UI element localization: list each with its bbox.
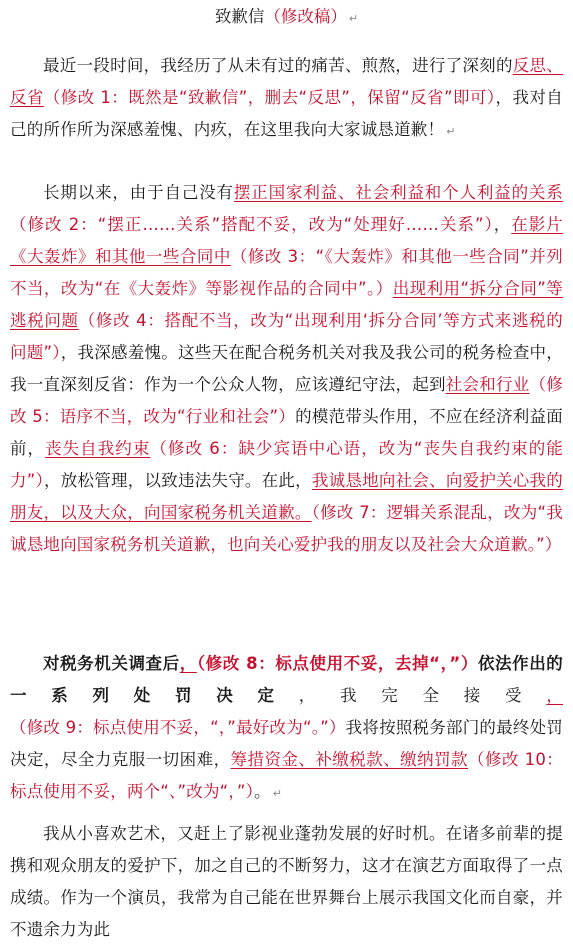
p2-underlined-6: 我诚恳地向社会、向爱护关心我的朋友，以及大众，向国家税务机关道歉。 [10,471,563,522]
p2-underlined-1: 摆正国家利益、社会利益和个人利益的关系 [233,183,563,202]
document-title [0,6,573,30]
paragraph-2 [10,177,563,561]
paragraph-4 [10,818,563,946]
p2-revision-1: （修改 2：“摆正……关系”搭配不妥，改为“处理好……关系”） [10,215,494,234]
return-mark-icon: ↵ [446,125,456,138]
p1-underlined-1: 反思、反省 [10,56,563,107]
p2-revision-3: （修改 4：搭配不当，改为“出现利用‘拆分合同’等方式来逃税的问题”） [10,311,563,362]
paragraph-1 [10,50,563,148]
p2-text-1: 长期以来，由于自己没有 [43,183,234,202]
p1-text-1: 最近一段时间，我经历了从未有过的痛苦、煎熬，进行了深刻的 [43,56,513,75]
p2-text-3: ，我深感羞愧。这些天在配合税务机关对我及我公司的税务检查中，我一直深刻反省：作为一个公众人物，应该遵纪守法，起到 [10,343,564,394]
p2-underlined-5: 丧失自我约束 [45,439,151,458]
return-mark-icon: ↵ [348,12,359,25]
return-mark-icon: ↵ [272,787,283,800]
p1-revision-1: （修改 1：既然是“致歉信”，删去“反思”，保留“反省”即可） [43,88,496,107]
p2-underlined-3: 出现利用“拆分合同”等逃税问题 [10,279,563,330]
p3-revision-1: （修改 8：标点使用不妥，去掉“，”） [196,654,478,673]
p3-underlined-2: ， [546,686,564,705]
title-revision-note: （修改稿） [264,7,347,26]
p4-text-1: 我从小喜欢艺术，又赶上了影视业蓬勃发展的好时机。在诸多前辈的提携和观众朋友的爱护下，加之自己的不断努力，这才在演艺方面取得了一点成绩。作为一个演员，我常为自己能在世界舞台上展示我国文化而自豪，并不遗余力为此 [10,824,563,939]
p2-revision-2: （修改 3：“《大轰炸》和其他一些合同”并列不当，改为“在《大轰炸》等影视作品的合同中”。） [10,247,563,298]
p2-underlined-4: 社会和行业 [445,375,530,394]
p3-text-2: 我将按照税务部门的最终处罚决定，尽全力克服一切困难， [10,718,563,769]
p3-underlined-3: 筹措资金、补缴税款、缴纳罚款 [230,750,469,769]
p3-bold-1: 对税务机关调查后 [43,654,180,673]
p3-bold-2: 依法作出的一系列处罚决定 [10,654,563,705]
title-text: 致歉信 [214,7,265,26]
p3-text-1: ，我完全接受 [298,686,547,705]
p2-revision-6: （修改 7：逻辑关系混乱，改为“我诚恳地向国家税务机关道歉，也向关心爱护我的朋友以及社会大众道歉。”） [10,503,563,554]
p2-revision-5: （修改 6：缺少宾语中心语，改为“丧失自我约束的能力”） [10,439,563,490]
p2-text-5: ，放松管理，以致违法失守。在此， [44,471,312,490]
p3-revision-2: （修改 9：标点使用不妥，“，”最好改为“。”） [10,718,346,737]
p2-revision-4: （修改 5：语序不当，改为“行业和社会”） [10,375,564,426]
p2-underlined-2: 在影片《大轰炸》和其他一些合同中 [10,215,563,266]
paragraph-3 [10,648,563,810]
p3-underlined-1: ， [179,654,197,673]
p2-text-2: ， [493,215,512,234]
p1-text-2: ，我对自己的所作所为深感羞愧、内疚，在这里我向大家诚恳道歉！ [10,88,564,139]
p2-text-4: 的模范带头作用，不应在经济利益面前， [10,407,564,458]
p3-text-3: 。 [254,782,271,801]
p3-revision-3: （修改 10：标点使用不妥，两个“、”改为“，”） [10,750,563,801]
